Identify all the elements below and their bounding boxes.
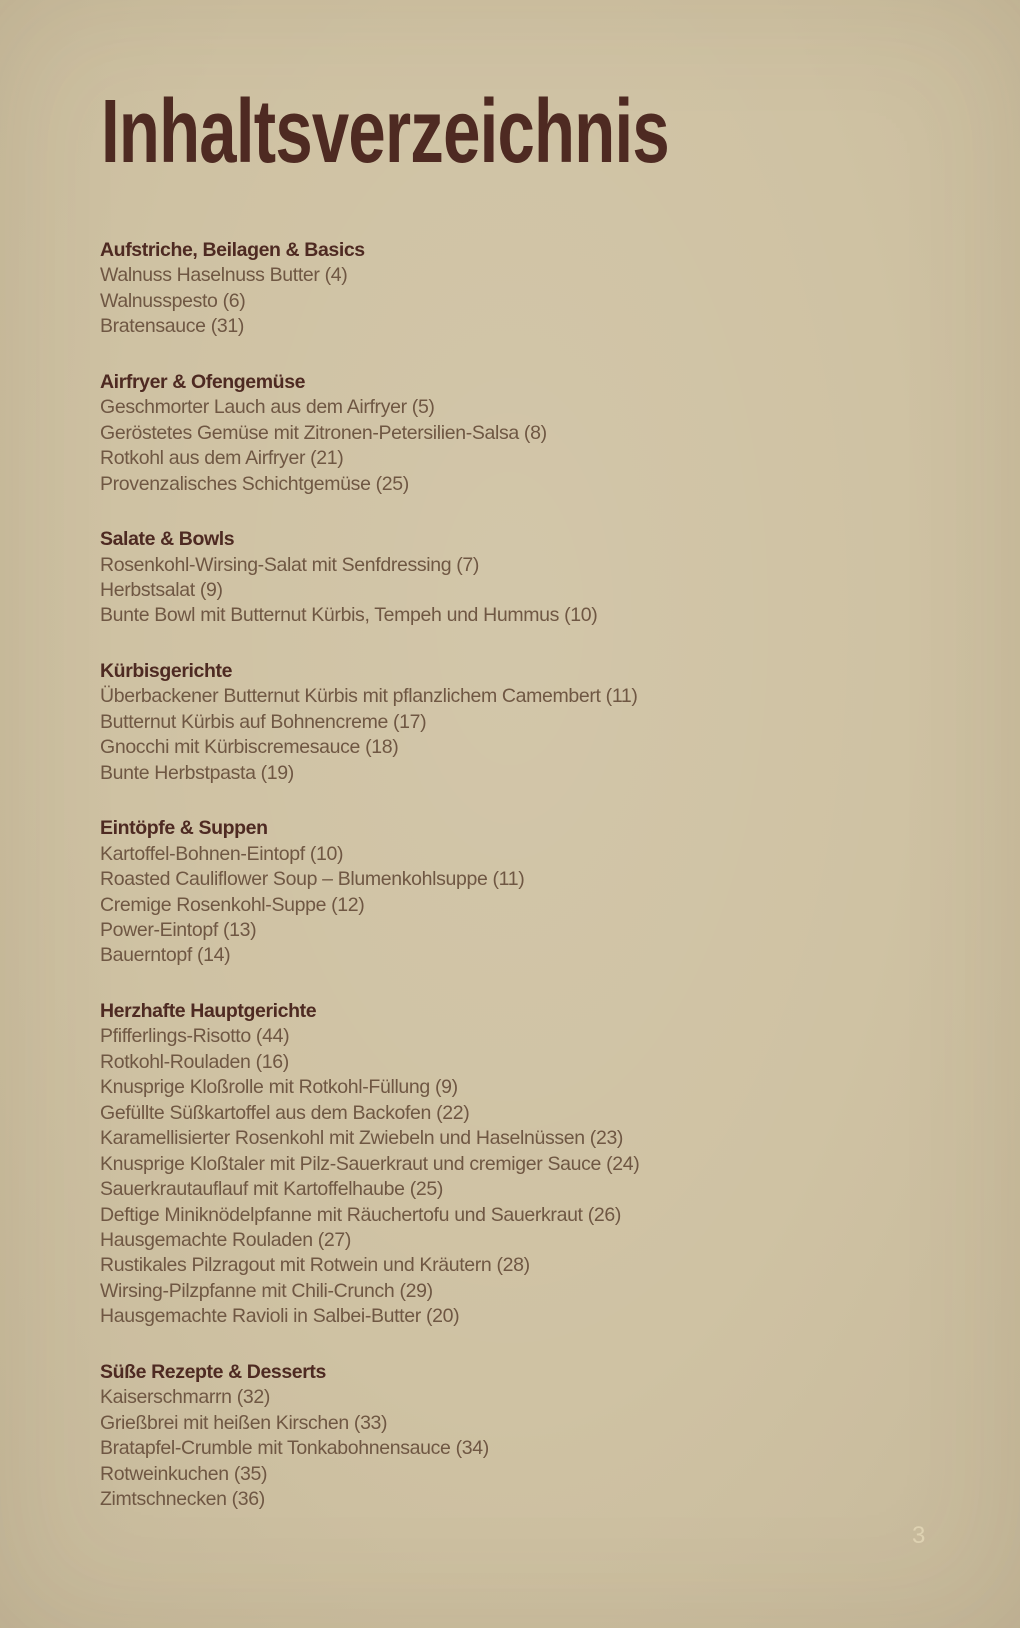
toc-item: Walnuss Haselnuss Butter (4) (100, 264, 348, 287)
page-number: 3 (912, 1522, 926, 1549)
toc-item: Gnocchi mit Kürbiscremesauce (18) (100, 736, 399, 759)
toc-item: Rotkohl aus dem Airfryer (21) (100, 447, 344, 470)
toc-section (100, 1360, 920, 1513)
section-heading: Kürbisgerichte (100, 659, 233, 682)
section-heading: Eintöpfe & Suppen (100, 817, 268, 840)
section-heading: Herzhafte Hauptgerichte (100, 999, 317, 1022)
toc-item: Gefüllte Süßkartoffel aus dem Backofen (22) (100, 1101, 470, 1124)
section-heading: Salate & Bowls (100, 528, 235, 551)
toc-item: Knusprige Kloßtaler mit Pilz-Sauerkraut und cremiger Sauce (24) (100, 1152, 640, 1175)
toc-item: Grießbrei mit heißen Kirschen (33) (100, 1411, 388, 1434)
toc-item: Herbstsalat (9) (100, 578, 223, 601)
section-heading: Aufstriche, Beilagen & Basics (100, 239, 365, 261)
toc-item: Bratensauce (31) (100, 315, 244, 338)
toc-item: Überbackener Butternut Kürbis mit pflanzlichem Camembert (11) (100, 685, 638, 708)
toc-item: Deftige Miniknödelpfanne mit Räuchertofu und Sauerkraut (26) (100, 1203, 621, 1226)
toc-item: Cremige Rosenkohl-Suppe (12) (100, 893, 365, 916)
toc-item: Provenzalisches Schichtgemüse (25) (100, 472, 409, 495)
toc-section (100, 238, 920, 340)
toc-item: Rotweinkuchen (35) (100, 1462, 268, 1485)
toc-item: Walnusspesto (6) (100, 289, 246, 312)
toc-section (100, 370, 920, 497)
toc-item: Geröstetes Gemüse mit Zitronen-Petersilien-Salsa (8) (100, 421, 547, 444)
section-heading: Airfryer & Ofengemüse (100, 370, 306, 393)
toc-section (100, 999, 920, 1330)
toc-item: Geschmorter Lauch aus dem Airfryer (5) (100, 396, 435, 419)
toc-item: Wirsing-Pilzpfanne mit Chili-Crunch (29) (100, 1279, 433, 1302)
table-of-contents (100, 238, 920, 1512)
toc-item: Bunte Herbstpasta (19) (100, 761, 294, 784)
toc-item: Bratapfel-Crumble mit Tonkabohnensauce (34) (100, 1437, 489, 1460)
toc-item: Rustikales Pilzragout mit Rotwein und Kräutern (28) (100, 1254, 530, 1277)
toc-item: Knusprige Kloßrolle mit Rotkohl-Füllung (9) (100, 1076, 458, 1099)
toc-item: Hausgemachte Ravioli in Salbei-Butter (20) (100, 1305, 460, 1328)
toc-item: Sauerkrautauflauf mit Kartoffelhaube (25) (100, 1178, 444, 1201)
toc-item: Rotkohl-Rouladen (16) (100, 1050, 289, 1073)
toc-item: Kartoffel-Bohnen-Eintopf (10) (100, 842, 344, 865)
toc-item: Rosenkohl-Wirsing-Salat mit Senfdressing (7) (100, 553, 480, 576)
toc-section (100, 527, 920, 629)
page-title: Inhaltsverzeichnis (101, 82, 669, 182)
toc-item: Karamellisierter Rosenkohl mit Zwiebeln und Haselnüssen (23) (100, 1127, 624, 1150)
toc-section (100, 816, 920, 969)
toc-item: Zimtschnecken (36) (100, 1488, 265, 1511)
toc-item: Kaiserschmarrn (32) (100, 1386, 270, 1409)
toc-item: Bauerntopf (14) (100, 944, 231, 967)
toc-item: Roasted Cauliflower Soup – Blumenkohlsuppe (11) (100, 868, 525, 891)
toc-section (100, 659, 920, 786)
toc-item: Power-Eintopf (13) (100, 918, 257, 941)
section-heading: Süße Rezepte & Desserts (100, 1360, 326, 1383)
toc-item: Bunte Bowl mit Butternut Kürbis, Tempeh und Hummus (10) (100, 604, 598, 627)
toc-item: Hausgemachte Rouladen (27) (100, 1228, 352, 1251)
toc-item: Butternut Kürbis auf Bohnencreme (17) (100, 710, 427, 733)
toc-item: Pfifferlings-Risotto (44) (100, 1025, 290, 1048)
